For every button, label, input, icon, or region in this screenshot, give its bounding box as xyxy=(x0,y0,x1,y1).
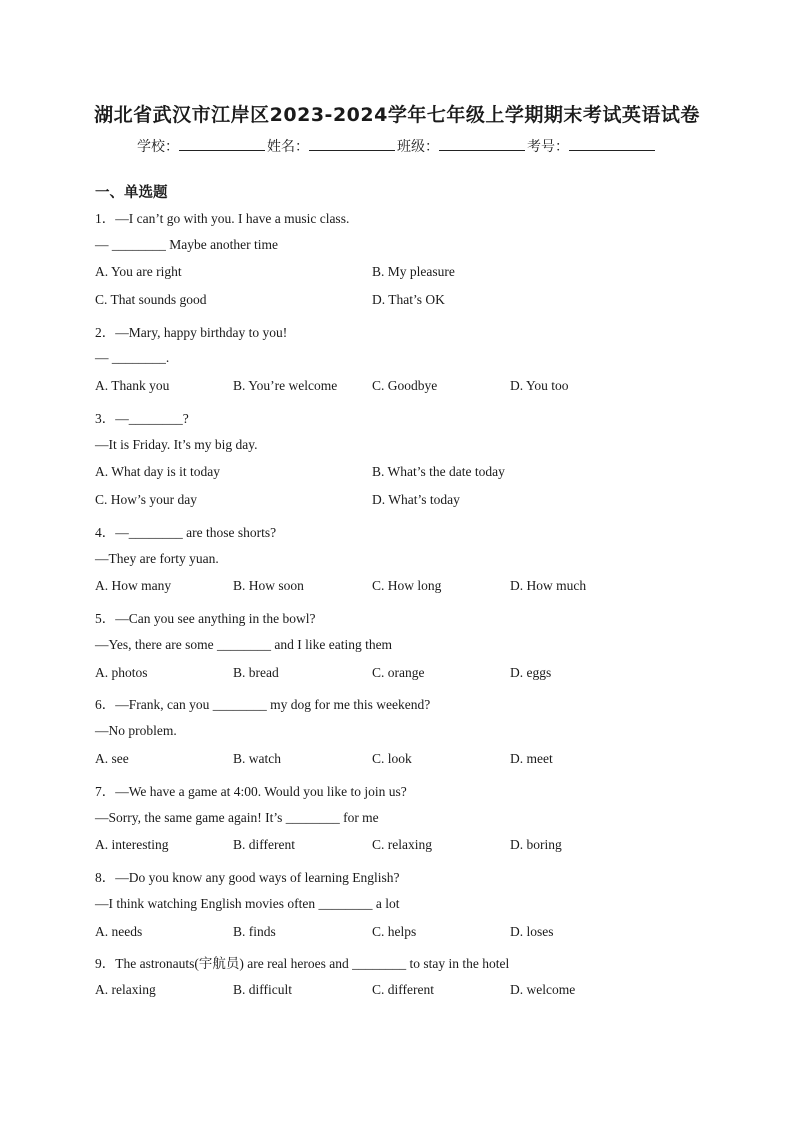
question-3-stem: 3．—________? xyxy=(95,411,189,426)
question-2-option-d: D. You too xyxy=(510,378,569,393)
question-4-stem: 4．—________ are those shorts? xyxy=(95,525,277,540)
question-5-option-d: D. eggs xyxy=(510,665,552,680)
question-8-option-b: B. finds xyxy=(233,924,276,939)
question-6-stem: 6．—Frank, can you ________ my dog for me this weekend? xyxy=(95,697,431,712)
question-2-option-a: A. Thank you xyxy=(95,378,170,393)
question-8-option-c: C. helps xyxy=(372,924,417,939)
number-label: 考号： xyxy=(527,139,569,155)
student-info-row xyxy=(0,136,794,156)
question-5-option-a: A. photos xyxy=(95,665,148,680)
question-7-reply: —Sorry, the same game again! It’s ________ for me xyxy=(95,810,379,825)
class-label: 班级： xyxy=(397,139,439,155)
question-7-option-a: A. interesting xyxy=(95,837,169,852)
question-3-option-a: A. What day is it today xyxy=(95,464,220,479)
question-7-option-d: D. boring xyxy=(510,837,562,852)
section-title: 一、单选题 xyxy=(95,185,168,201)
school-label: 学校： xyxy=(137,139,179,155)
question-5-option-c: C. orange xyxy=(372,665,425,680)
question-2-stem: 2．—Mary, happy birthday to you! xyxy=(95,325,288,340)
question-9-stem: 9．The astronauts(宇航员) are real heroes and ________ to stay in the hotel xyxy=(95,956,510,971)
question-1-option-c: C. That sounds good xyxy=(95,292,207,307)
question-8-option-d: D. loses xyxy=(510,924,554,939)
question-3-reply: —It is Friday. It’s my big day. xyxy=(95,437,258,452)
page-title: 湖北省武汉市江岸区2023-2024学年七年级上学期期末考试英语试卷 xyxy=(94,104,700,126)
question-5-stem: 5．—Can you see anything in the bowl? xyxy=(95,611,316,626)
question-4-option-d: D. How much xyxy=(510,578,587,593)
question-6-reply: —No problem. xyxy=(95,723,177,738)
name-label: 姓名： xyxy=(267,139,309,155)
question-6-option-a: A. see xyxy=(95,751,129,766)
number-blank xyxy=(569,136,655,151)
question-8-option-a: A. needs xyxy=(95,924,143,939)
question-3-option-c: C. How’s your day xyxy=(95,492,197,507)
question-9-option-a: A. relaxing xyxy=(95,982,156,997)
question-9-option-b: B. difficult xyxy=(233,982,292,997)
question-6-option-d: D. meet xyxy=(510,751,553,766)
question-5-reply: —Yes, there are some ________ and I like eating them xyxy=(95,637,393,652)
question-8-stem: 8．—Do you know any good ways of learning English? xyxy=(95,870,400,885)
question-6-option-c: C. look xyxy=(372,751,412,766)
question-7-option-c: C. relaxing xyxy=(372,837,432,852)
class-blank xyxy=(439,136,525,151)
question-1-stem: 1．—I can’t go with you. I have a music class. xyxy=(95,211,350,226)
question-1-option-a: A. You are right xyxy=(95,264,182,279)
question-1-reply: — ________ Maybe another time xyxy=(95,237,278,252)
question-9-option-d: D. welcome xyxy=(510,982,576,997)
question-2-option-b: B. You’re welcome xyxy=(233,378,338,393)
question-1-option-b: B. My pleasure xyxy=(372,264,455,279)
question-3-option-d: D. What’s today xyxy=(372,492,460,507)
question-4-option-c: C. How long xyxy=(372,578,442,593)
question-4-reply: —They are forty yuan. xyxy=(95,551,219,566)
question-3-option-b: B. What’s the date today xyxy=(372,464,505,479)
question-9-option-c: C. different xyxy=(372,982,434,997)
question-7-stem: 7．—We have a game at 4:00. Would you like to join us? xyxy=(95,784,407,799)
question-1-option-d: D. That’s OK xyxy=(372,292,445,307)
question-2-reply: — ________. xyxy=(95,350,170,365)
question-5-option-b: B. bread xyxy=(233,665,279,680)
question-6-option-b: B. watch xyxy=(233,751,281,766)
question-7-option-b: B. different xyxy=(233,837,295,852)
question-4-option-a: A. How many xyxy=(95,578,172,593)
question-2-option-c: C. Goodbye xyxy=(372,378,438,393)
question-8-reply: —I think watching English movies often ________ a lot xyxy=(95,896,400,911)
school-blank xyxy=(179,136,265,151)
name-blank xyxy=(309,136,395,151)
question-4-option-b: B. How soon xyxy=(233,578,304,593)
